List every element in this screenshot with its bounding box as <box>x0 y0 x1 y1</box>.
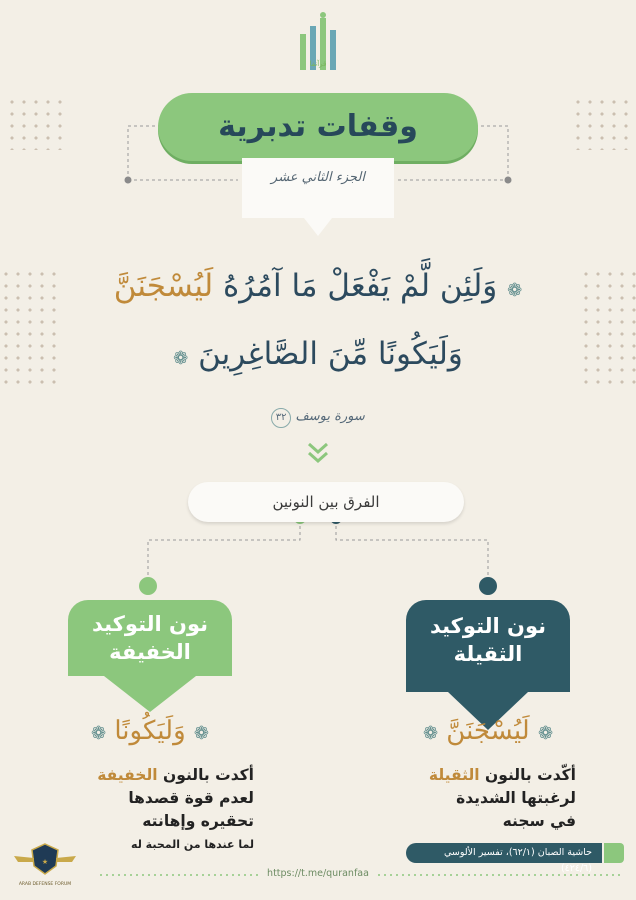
light-nun-desc-highlight: الخفيفة <box>97 766 158 784</box>
forum-badge-icon <box>10 840 80 882</box>
page-title: وقفات تدبرية <box>218 109 418 144</box>
forum-badge-label: ARAB DEFENSE FORUM <box>18 882 72 887</box>
word-ornament-icon: ❁ <box>422 723 439 744</box>
heavy-nun-desc-line-1 <box>372 764 576 787</box>
light-nun-word <box>68 716 232 746</box>
light-nun-word-text: وَلَيَكُونًا <box>114 716 186 746</box>
heavy-nun-word <box>406 716 570 746</box>
juz-box <box>242 158 394 218</box>
surah-reference <box>232 408 404 428</box>
heavy-nun-desc-pre: أكّدت بالنون <box>485 766 576 784</box>
source-text: حاشية الصبان (٦٢/١)، تفسير الألوسي (٤٢٤/٦) <box>443 847 592 874</box>
ayah-number-badge: ٣٢ <box>271 408 291 428</box>
difference-label: الفرق بين النونين <box>272 493 380 511</box>
heavy-nun-desc-line-3: في سجنه <box>502 812 576 830</box>
light-nun-title-line-1: نون التوكيد <box>91 612 209 636</box>
verse-line-2-text: وَلَيَكُونًا مِّنَ الصَّاغِرِينَ <box>198 336 463 372</box>
light-nun-desc-pre: أكدت بالنون <box>163 766 254 784</box>
light-nun-desc-line-3: تحقيره وإهانته <box>142 812 254 830</box>
ornament-right-icon: ❁ <box>507 280 523 301</box>
word-ornament-icon: ❁ <box>193 723 209 744</box>
juz-label: الجزء الثاني عشر <box>271 170 365 185</box>
word-ornament-icon: ❁ <box>91 723 107 744</box>
light-nun-desc-line-4: لما عندها من المحبة له <box>131 838 254 851</box>
svg-text:★: ★ <box>41 858 49 866</box>
heavy-nun-desc-line-2: لرغبتها الشديدة <box>456 789 576 807</box>
heavy-nun-title-line-1: نون التوكيد <box>429 614 547 638</box>
telegram-link[interactable]: https://t.me/quranfaa <box>267 868 369 879</box>
logo-label: قرآنفا <box>309 60 327 68</box>
light-nun-desc-line-1 <box>40 764 254 787</box>
verse-line-1 <box>78 268 558 304</box>
heavy-nun-desc-highlight: الثقيلة <box>428 766 480 784</box>
light-nun-card-title <box>68 610 232 666</box>
heavy-nun-title-line-2: الثقيلة <box>453 642 523 666</box>
word-ornament-icon: ❁ <box>537 723 554 744</box>
source-square <box>604 843 624 863</box>
surah-name: سورة يوسف <box>295 409 365 424</box>
verse-line-1-gold: لَيُسْجَنَنَّ <box>113 268 214 304</box>
verse-line-1-dark: وَلَئِن لَّمْ يَفْعَلْ مَا آمُرُهُ <box>223 268 498 304</box>
heavy-nun-description <box>372 764 576 833</box>
heavy-nun-card-title <box>406 612 570 668</box>
heavy-nun-word-text: لَيُسْجَنَنَّ <box>446 716 530 746</box>
light-nun-desc-line-2: لعدم قوة قصدها <box>128 789 254 807</box>
ornament-left-icon: ❁ <box>173 348 189 369</box>
verse-line-2 <box>78 336 558 372</box>
light-nun-title-line-2: الخفيفة <box>109 640 191 664</box>
